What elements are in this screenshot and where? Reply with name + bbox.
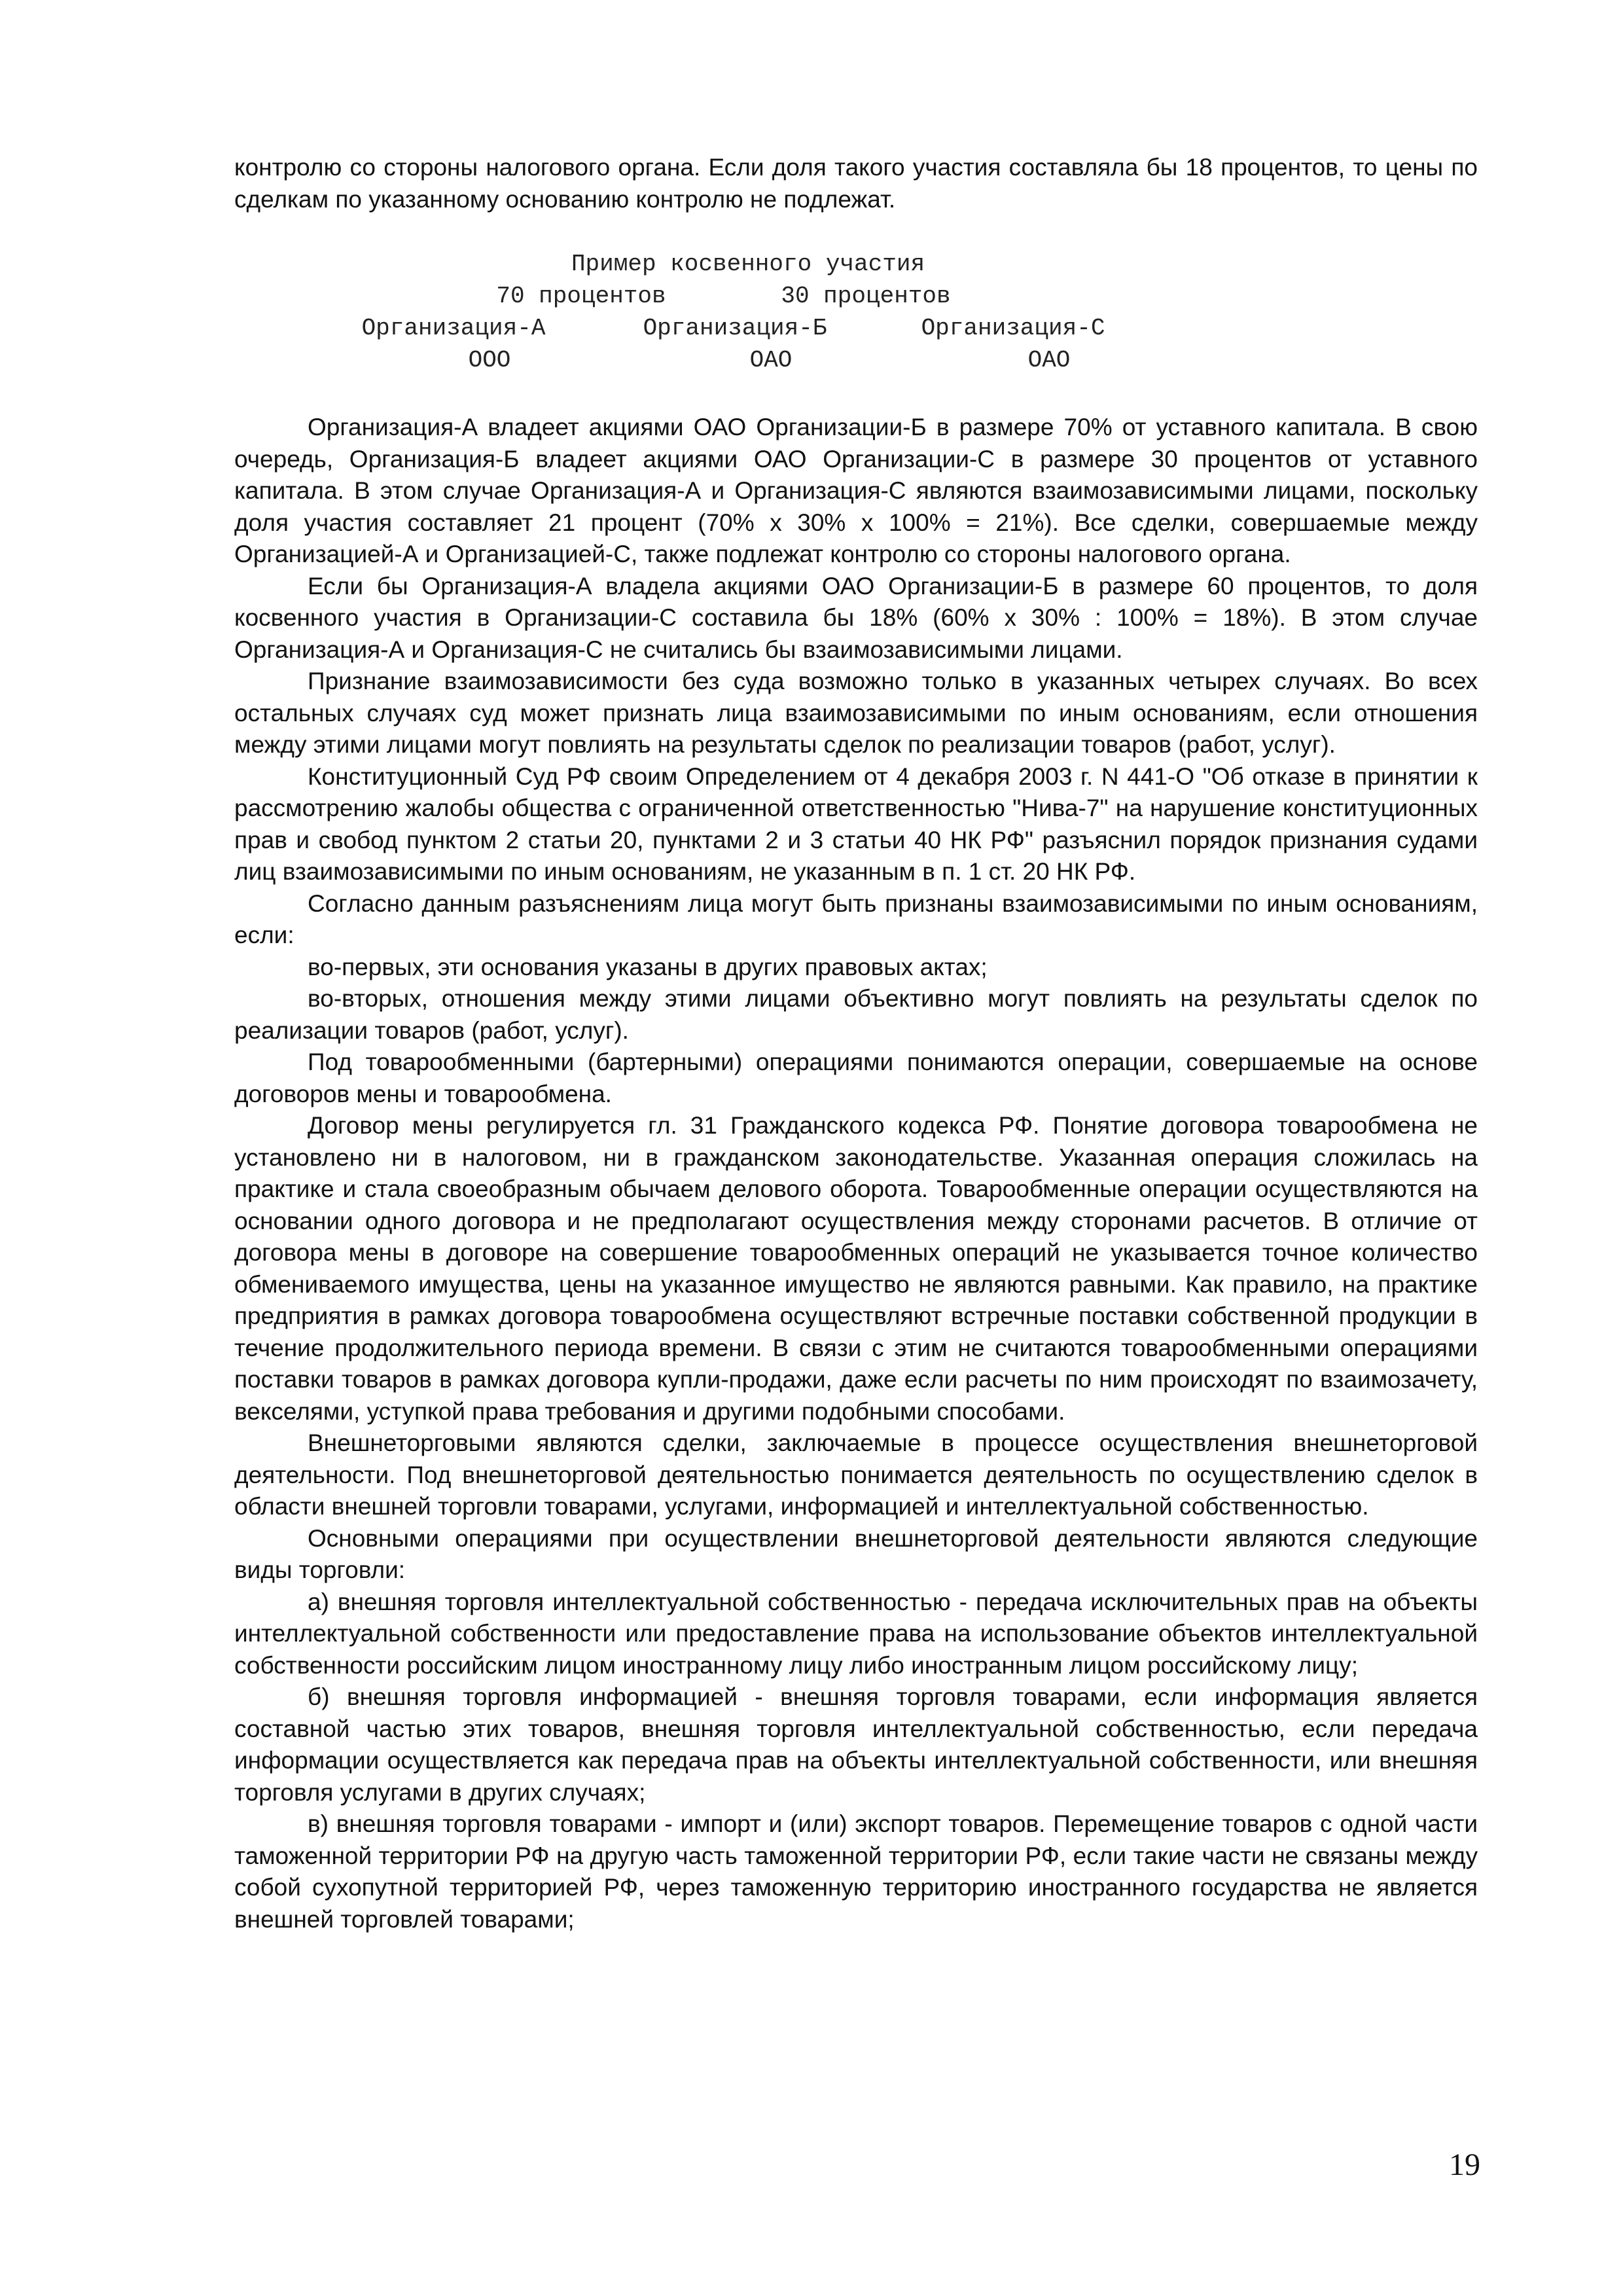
paragraph: во-первых, эти основания указаны в других правовых актах; xyxy=(308,953,988,980)
paragraph: в) внешняя торговля товарами - импорт и (или) экспорт товаров. Перемещение товаров с одной части таможенной территории РФ на другую часть таможенной территории РФ, если такие части не связаны между собой сухопутной территорией РФ, через таможенную территорию иностранного государства не является внешней торговлей товарами; xyxy=(234,1810,1478,1933)
diagram-org-a: Организация-А xyxy=(361,315,546,342)
paragraph: Внешнеторговыми являются сделки, заключаемые в процессе осуществления внешнеторговой деятельности. Под внешнеторговой деятельностью понимается деятельность по осуществлению сделок в области внешней торговли товарами, услугами, информацией и интеллектуальной собственностью. xyxy=(234,1429,1478,1520)
diagram-title-row xyxy=(234,248,1478,280)
indirect-participation-diagram xyxy=(234,248,1478,376)
paragraph: во-вторых, отношения между этими лицами объективно могут повлиять на результаты сделок по реализации товаров (работ, услуг). xyxy=(234,985,1478,1044)
paragraph: Если бы Организация-А владела акциями ОАО Организации-Б в размере 60 процентов, то доля косвенного участия в Организации-С составила бы 18% (60% x 30% : 100% = 18%). В этом случае Организация-А и Организация-С не считались бы взаимозависимыми лицами. xyxy=(234,572,1478,663)
diagram-form-c: ОАО xyxy=(1027,347,1071,374)
paragraph-intro: контролю со стороны налогового органа. Если доля такого участия составляла бы 18 процентов, то цены по сделкам по указанному основанию контролю не подлежат. xyxy=(234,154,1478,213)
page-number: 19 xyxy=(1449,2147,1480,2182)
paragraph: Под товарообменными (бартерными) операциями понимаются операции, совершаемые на основе договоров мены и товарообмена. xyxy=(234,1049,1478,1107)
diagram-org-c: Организация-С xyxy=(921,315,1105,342)
paragraph: Организация-А владеет акциями ОАО Организации-Б в размере 70% от уставного капитала. В свою очередь, Организация-Б владеет акциями ОАО Организации-С в размере 30 процентов от уставного капитала. В этом случае Организация-А и Организация-С являются взаимозависимыми лицами, поскольку доля участия составляет 21 процент (70% x 30% x 100% = 21%). Все сделки, совершаемые между Организацией-А и Организацией-С, также подлежат контролю со стороны налогового органа. xyxy=(234,414,1478,567)
document-page xyxy=(234,152,1478,1935)
paragraph: Согласно данным разъяснениям лица могут быть признаны взаимозависимыми по иным основаниям, если: xyxy=(234,889,1478,948)
diagram-form-a: ООО xyxy=(468,347,511,374)
paragraph: а) внешняя торговля интеллектуальной собственностью - передача исключительных прав на объекты интеллектуальной собственности или предоставление права на использование объектов интеллектуальной собственности российским лицом иностранному лицу либо иностранным лицом российскому лицу; xyxy=(234,1588,1478,1679)
diagram-form-row xyxy=(234,344,1478,376)
paragraph: б) внешняя торговля информацией - внешняя торговля товарами, если информация является составной частью этих товаров, внешняя торговля интеллектуальной собственностью, если передача информации осуществляется как передача прав на объекты интеллектуальной собственности, или внешняя торговля услугами в других случаях; xyxy=(234,1683,1478,1806)
paragraph: Основными операциями при осуществлении внешнеторговой деятельности являются следующие виды торговли: xyxy=(234,1524,1478,1583)
paragraph: Договор мены регулируется гл. 31 Гражданского кодекса РФ. Понятие договора товарообмена не установлено ни в налоговом, ни в гражданском законодательстве. Указанная операция сложилась на практике и стала своеобразным обычаем делового оборота. Товарообменные операции осуществляются на основании одного договора и не предполагают осуществления между сторонами расчетов. В отличие от договора мены в договоре на совершение товарообменных операций не указывается точное количество обмениваемого имущества, цены на указанное имущество не являются равными. Как правило, на практике предприятия в рамках договора товарообмена осуществляют встречные поставки собственной продукции в течение продолжительного периода времени. В связи с этим не считаются товарообменными операциями поставки товаров в рамках договора купли-продажи, даже если расчеты по ним происходят по взаимозачету, векселями, уступкой права требования и другими подобными способами. xyxy=(234,1112,1478,1425)
diagram-org-b: Организация-Б xyxy=(643,315,827,342)
paragraph: Конституционный Суд РФ своим Определением от 4 декабря 2003 г. N 441-О "Об отказе в принятии к рассмотрению жалобы общества с ограниченной ответственностью "Нива-7" на нарушение конституционных прав и свобод пунктом 2 статьи 20, пунктами 2 и 3 статьи 40 НК РФ" разъяснил порядок признания судами лиц взаимозависимыми по иным основаниям, не указанным в п. 1 ст. 20 НК РФ. xyxy=(234,762,1478,885)
diagram-percent-row xyxy=(234,280,1478,312)
paragraph: Признание взаимозависимости без суда возможно только в указанных четырех случаях. Во всех остальных случаях суд может признать лица взаимозависимыми по иным основаниям, если отношения между этими лицами могут повлиять на результаты сделок по реализации товаров (работ, услуг). xyxy=(234,668,1478,758)
diagram-percent-1: 70 процентов xyxy=(496,283,666,310)
diagram-percent-2: 30 процентов xyxy=(781,283,951,310)
body-paragraphs xyxy=(234,412,1478,1935)
diagram-title: Пример косвенного участия xyxy=(571,251,925,278)
diagram-form-b: ОАО xyxy=(749,347,793,374)
diagram-org-row xyxy=(234,312,1478,344)
